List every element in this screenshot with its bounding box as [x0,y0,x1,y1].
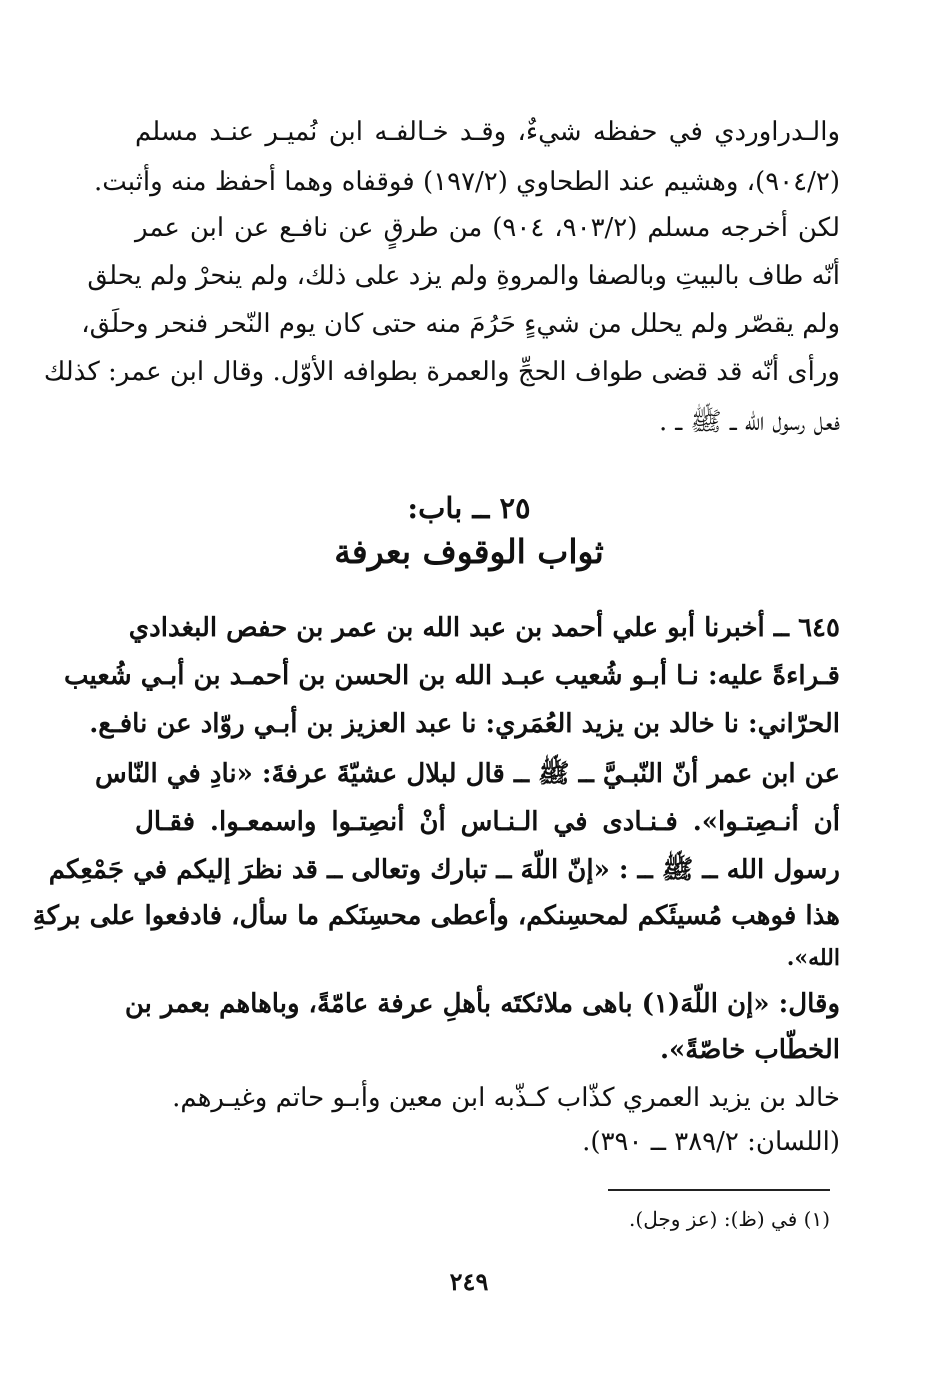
text-line: رسول الله ــ ﷺ ــ : «إنّ اللّهَ ــ تبارك وتعالى ــ قد نظرَ إليكم في جَمْعِكم [48,855,840,885]
page-number: ٢٤٩ [449,1267,489,1296]
text-line: خالد بن يزيد العمري كذّاب كـذّبه ابن معين وأبـو حاتم وغيـرهم. [172,1083,840,1113]
text-line: (اللسان: ٣٨٩/٢ ــ ٣٩٠). [582,1127,840,1157]
text-line: ٦٤٥ ــ أخبرنا أبو علي أحمد بن عبد الله بن عمر بن حفص البغدادي [128,613,840,643]
text-line: الخطّاب خاصّةً». [659,1035,840,1065]
text-line: ورأى أنّه قد قضى طواف الحجِّ والعمرة بطوافه الأوّل. وقال ابن عمر: كذلك [43,357,840,387]
chapter-number: ٢٥ ــ باب: [407,491,531,525]
text-line: أن أنـصِتـوا». فـنـادى في الـنـاس أنْ أنصِتـوا واسمعـوا. فقـال [135,807,840,837]
text-line: لكن أخرجه مسلم (٩٠٣/٢، ٩٠٤) من طرقٍ عن نافـع عن ابن عمر [135,213,840,243]
text-line: فعل رسول الله ــ ﷺ ــ . [659,407,840,437]
text-line: والـدراوردي في حفظه شيءٌ، وقـد خـالفـه ابن نُميـر عنـد مسلم [135,117,840,147]
text-line: الحرّاني: نا خالد بن يزيد العُمَري: نا عبد العزيز بن أبـي روّاد عن نافـع. [89,709,840,739]
text-line: وقال: «إن اللّهَ(١) باهى ملائكتَه بأهلِ عرفة عامّةً، وباهاهم بعمر بن [124,989,840,1019]
text-line: هذا فوهب مُسيئَكم لمحسِنكم، وأعطى محسِنَكم ما سأل، فادفعوا على بركةِ [32,901,840,931]
text-line: أنّه طاف بالبيتِ وبالصفا والمروةِ ولم يزد على ذلك، ولم ينحرْ ولم يحلق [87,261,840,291]
footnote: (١) في (ظ): (عز وجل). [629,1207,830,1231]
text-line: الله». [786,945,840,971]
footnote-separator [608,1189,830,1191]
text-line: (٩٠٤/٢)، وهشيم عند الطحاوي (١٩٧/٢) فوقفاه وهما أحفظ منه وأثبت. [93,167,840,197]
text-line: عن ابن عمر أنّ النّبـيَّ ــ ﷺ ــ قال لبلال عشيّةَ عرفةَ: «نادِ في النّاس [95,759,840,789]
chapter-title: ثواب الوقوف بعرفة [334,532,604,571]
text-line: ولم يقصّر ولم يحلل من شيءٍ حَرُمَ منه حتى كان يوم النّحر فنحر وحلَق، [81,309,840,339]
text-line: قـراءةً عليه: نـا أبـو شُعيب عبـد الله بن الحسن بن أحمـد بن أبـي شُعيب [64,661,840,691]
